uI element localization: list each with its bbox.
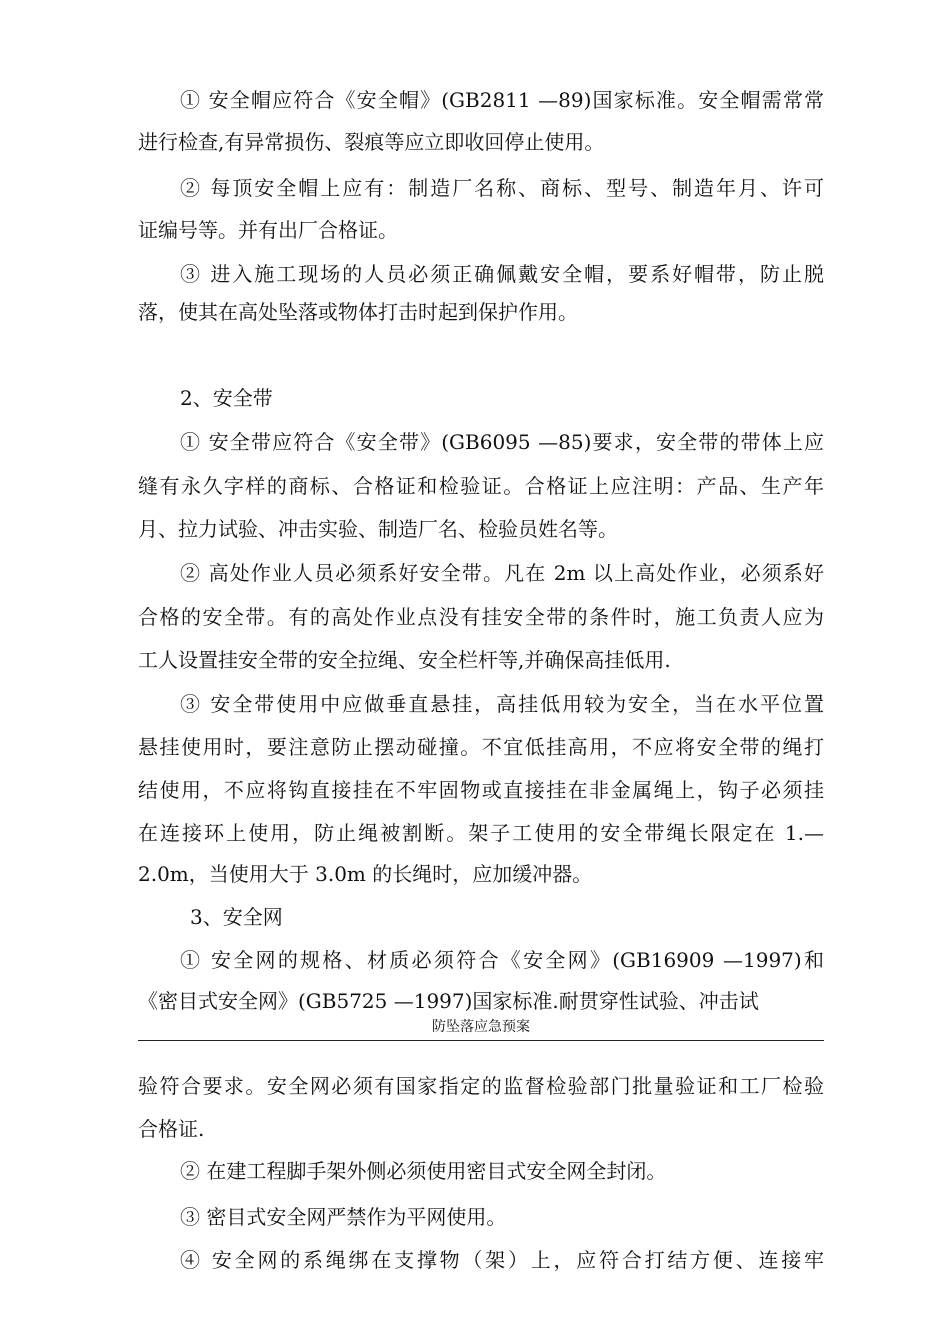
section-heading: 3、安全网 [190,905,283,929]
paragraph-line: ③ 安全带使用中应做垂直悬挂，高挂低用较为安全，当在水平位置 [180,692,824,716]
paragraph-line: 2.0m，当使用大于 3.0m 的长绳时，应加缓冲器。 [138,862,593,886]
paragraph-line: ④ 安全网的系绳绑在支撑物（架）上，应符合打结方便、连接牢 [180,1248,824,1272]
paragraph-line: 《密目式安全网》(GB5725 —1997)国家标准.耐贯穿性试验、冲击试 [138,989,759,1013]
paragraph-line: 合格证. [138,1117,205,1141]
paragraph-line: 合格的安全带。有的高处作业点没有挂安全带的条件时，施工负责人应为 [138,605,824,629]
paragraph-line: ③ 进入施工现场的人员必须正确佩戴安全帽，要系好帽带，防止脱 [180,262,824,286]
paragraph-line: 结使用，不应将钩直接挂在不牢固物或直接挂在非金属绳上，钩子必须挂 [138,778,824,802]
paragraph-line: 缝有永久字样的商标、合格证和检验证。合格证上应注明：产品、生产年 [138,474,824,498]
paragraph-line: ② 每顶安全帽上应有：制造厂名称、商标、型号、制造年月、许可 [180,176,824,200]
paragraph-line: ① 安全帽应符合《安全帽》(GB2811 —89)国家标准。安全帽需常常 [180,88,824,112]
paragraph-line: 验符合要求。安全网必须有国家指定的监督检验部门批量验证和工厂检验 [138,1074,824,1098]
paragraph-line: ① 安全带应符合《安全带》(GB6095 —85)要求，安全带的带体上应 [180,430,824,454]
section-heading: 2、安全带 [180,386,273,410]
paragraph-line: ③ 密目式安全网严禁作为平网使用。 [180,1205,507,1229]
paragraph-line: 在连接环上使用，防止绳被割断。架子工使用的安全带绳长限定在 1.— [138,821,824,845]
footer-divider [138,1040,824,1041]
paragraph-line: 落，使其在高处坠落或物体打击时起到保护作用。 [138,300,578,324]
paragraph-line: ② 高处作业人员必须系好安全带。凡在 2m 以上高处作业，必须系好 [180,561,824,585]
running-footer-title: 防坠落应急预案 [432,1019,530,1035]
paragraph-line: 月、拉力试验、冲击实验、制造厂名、检验员姓名等。 [138,517,618,541]
document-page [138,0,824,1344]
paragraph-line: ① 安全网的规格、材质必须符合《安全网》(GB16909 —1997)和 [180,948,824,972]
paragraph-line: 进行检查,有异常损伤、裂痕等应立即收回停止使用。 [138,130,605,154]
paragraph-line: 工人设置挂安全带的安全拉绳、安全栏杆等,并确保高挂低用. [138,648,671,672]
paragraph-line: 证编号等。并有出厂合格证。 [138,218,398,242]
paragraph-line: 悬挂使用时，要注意防止摆动碰撞。不宜低挂高用，不应将安全带的绳打 [138,735,824,759]
paragraph-line: ② 在建工程脚手架外侧必须使用密目式安全网全封闭。 [180,1159,667,1183]
